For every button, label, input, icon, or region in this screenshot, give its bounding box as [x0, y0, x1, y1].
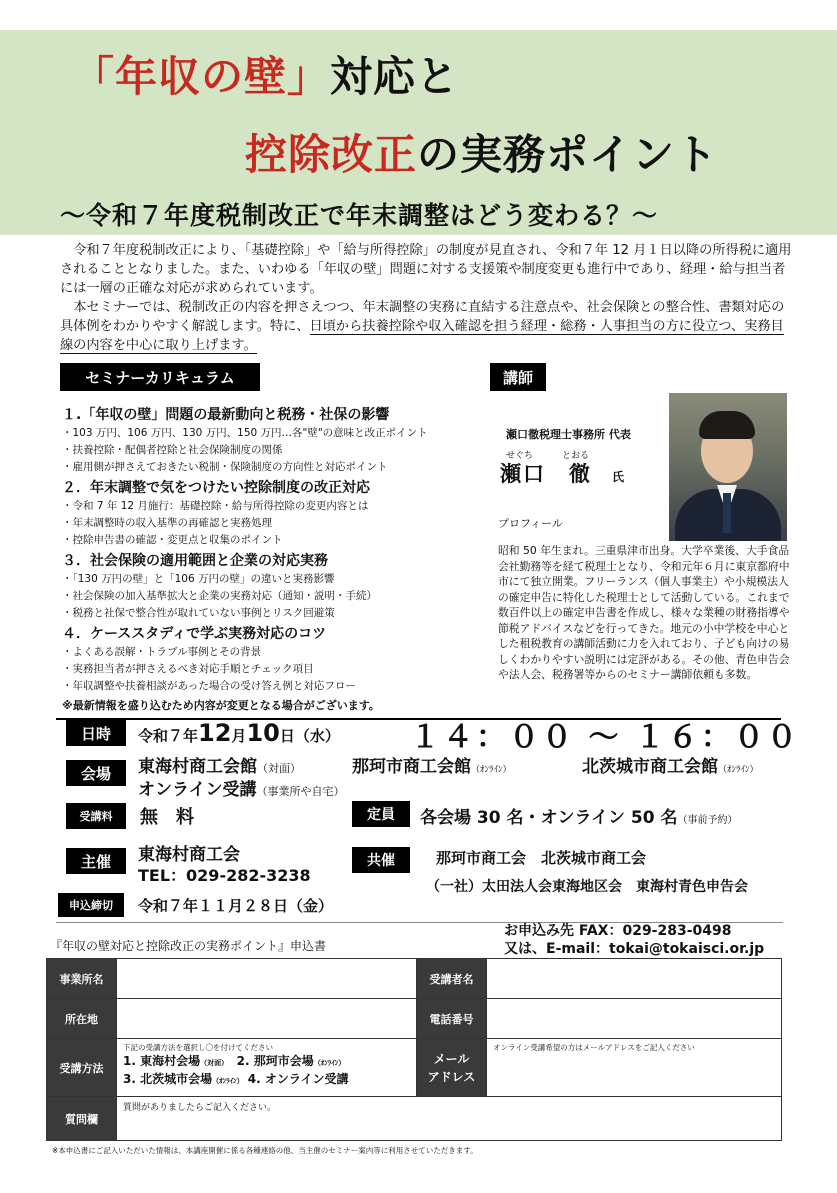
curriculum-item: ・ よくある誤解・トラブル事例とその背景 — [62, 644, 482, 661]
venue-3: 北茨城市商工会館（ｵﾝﾗｲﾝ） — [582, 757, 759, 777]
curriculum-item: ・ 実務担当者が押さえるべき対応手順とチェック項目 — [62, 661, 482, 678]
lecturer-firm: 瀬口徹税理士事務所 代表 — [506, 428, 631, 441]
office-field[interactable] — [117, 959, 417, 999]
curriculum-item: ・ 年末調整時の収入基準の再確認と実務処理 — [62, 515, 482, 532]
form-title: 『年収の壁対応と控除改正の実務ポイント』申込書 — [50, 939, 327, 953]
deadline-label: 申込締切 — [58, 893, 124, 917]
lecturer-ruby-given: とおる — [562, 451, 590, 461]
profile-label: プロフィール — [498, 517, 563, 530]
curriculum-note: ※最新情報を盛り込むため内容が変更となる場合がございます。 — [62, 699, 380, 712]
curriculum-item: ・ 令和 7 年 12 月施行：基礎控除・給与所得控除の変更内容とは — [62, 498, 482, 515]
title-line-2: 控除改正の実務ポイント — [245, 130, 719, 179]
address-label: 所在地 — [47, 999, 117, 1039]
event-date: 令和７年12月10日（水） — [138, 719, 340, 747]
host-label: 主催 — [66, 848, 126, 874]
profile-text: 昭和 50 年生まれ。三重県津市出身。大学卒業後、大手食品会社勤務等を経て税理士となり、令和元年６月に東京都府中市にて独立開業。フリーランス（個人事業主）や小規模法人の確定申告に特化した税理士として活動している。これまで数百件以上の確定申告書を作成し、様々な業種の財務指導や節税アドバイスなどを行ってきた。地元の小中学校を中心とした租税教育の講師活動に力を入れており、子ども向けの易しくわかりやすい説明には定評がある。その他、青色申告会や法人会、税務署等からのセミナー講師依頼も多数。 — [498, 544, 790, 681]
curriculum-item: ・ 「130 万円の壁」と「106 万円の壁」の違いと実務影響 — [62, 571, 482, 588]
curriculum-item: ・ 扶養控除・配偶者控除と社会保険制度の関係 — [62, 442, 482, 459]
curriculum-section-title: ３．社会保険の適用範囲と企業の対応実務 — [62, 553, 328, 569]
contact-info: お申込み先 FAX：029-283-0498 又は、E-mail：tokai@tokaisci.or.jp — [504, 923, 765, 957]
curriculum-item: ・ 年収調整や扶養相談があった場合の受け答え例と対応フロー — [62, 678, 482, 695]
cohost-label: 共催 — [352, 847, 410, 873]
lecturer-photo — [669, 393, 787, 541]
office-label: 事業所名 — [47, 959, 117, 999]
title-line-1: 「年収の壁」対応と — [72, 52, 460, 101]
lecturer-honorific: 氏 — [612, 470, 625, 484]
curriculum-item: ・ 税務と社保で整合性が取れていない事例とリスク回避策 — [62, 605, 482, 622]
host-tel: TEL：029-282-3238 — [138, 866, 311, 885]
method-field[interactable]: 下記の受講方法を選択し〇を付けてください 1. 東海村会場（対面） 2. 那珂市会場（ｵﾝﾗｲﾝ） 3. 北茨城市会場（ｵﾝﾗｲﾝ） 4. オンライン受講 — [117, 1039, 417, 1097]
capacity-label: 定員 — [352, 801, 410, 827]
capacity-value: 各会場 30 名・オンライン 50 名（事前予約） — [420, 808, 738, 828]
venue-4: オンライン受講（事業所や自宅） — [138, 780, 345, 800]
curriculum-item: ・ 雇用側が押さえておきたい税制・保険制度の方向性と対応ポイント — [62, 459, 482, 476]
intro-paragraph-2: 本セミナーでは、税制改正の内容を押さえつつ、年末調整の実務に直結する注意点や、社会保険との整合性、書類対応の具体例をわかりやすく解説します。特に、日頃から扶養控除や収入確認を担う経理・総務・人事担当の方に役立つ、実務目線の内容を中心に取り上げます。 — [60, 300, 785, 353]
method-label: 受講方法 — [47, 1039, 117, 1097]
phone-field[interactable] — [487, 999, 782, 1039]
mail-label: メール アドレス — [417, 1039, 487, 1097]
intro-paragraph-1: 令和７年度税制改正により、「基礎控除」や「給与所得控除」の制度が見直され、令和７年 12 月１日以降の所得税に適用されることとなりました。また、いわゆる「年収の壁」問題に対する支援策や制度変更も進行中であり、経理・給与担当者には一層の正確な対応が求められています。 — [60, 243, 792, 296]
phone-label: 電話番号 — [417, 999, 487, 1039]
curriculum-list — [62, 403, 482, 695]
event-time: １４：００ ～ １６：００ — [410, 720, 800, 755]
attendee-field[interactable] — [487, 959, 782, 999]
application-form — [46, 958, 782, 1141]
curriculum-item: ・ 控除申告書の確認・変更点と収集のポイント — [62, 532, 482, 549]
lecturer-name: 瀬口 徹 — [500, 462, 592, 486]
subtitle: ～令和７年度税制改正で年末調整はどう変わる？～ — [60, 201, 659, 230]
address-field[interactable] — [117, 999, 417, 1039]
curriculum-section-title: ４．ケーススタディで学ぶ実務対応のコツ — [62, 626, 327, 642]
question-label: 質問欄 — [47, 1097, 117, 1141]
curriculum-section-title: ２．年末調整で気をつけたい控除制度の改正対応 — [62, 480, 370, 496]
lecturer-ruby-family: せぐち — [506, 451, 534, 461]
curriculum-item: ・ 社会保険の加入基準拡大と企業の実務対応（通知・説明・手続） — [62, 588, 482, 605]
curriculum-item: ・ 103 万円、106 万円、130 万円、150 万円…各"壁"の意味と改正ポイント — [62, 425, 482, 442]
deadline-value: 令和７年１１月２８日（金） — [138, 897, 334, 915]
fee-label: 受講料 — [66, 803, 126, 829]
venue-2: 那珂市商工会館（ｵﾝﾗｲﾝ） — [352, 757, 512, 777]
method-options-row-2: 3. 北茨城市会場（ｵﾝﾗｲﾝ） 4. オンライン受講 — [123, 1072, 349, 1086]
cohost-line-1: 那珂市商工会 北茨城市商工会 — [436, 849, 647, 867]
curriculum-heading: セミナーカリキュラム — [60, 363, 260, 391]
footnote: ※本申込書にご記入いただいた情報は、本講座開催に係る各種連絡の他、当主催のセミナー案内等に利用させていただきます。 — [52, 1146, 478, 1155]
fee-value: 無 料 — [140, 807, 194, 828]
date-label: 日時 — [66, 720, 126, 746]
venue-label: 会場 — [66, 760, 126, 786]
question-field[interactable]: 質問がありましたらご記入ください。 — [117, 1097, 782, 1141]
lecturer-heading: 講師 — [490, 363, 546, 391]
attendee-label: 受講者名 — [417, 959, 487, 999]
mail-field[interactable]: オンライン受講希望の方はメールアドレスをご記入ください — [487, 1039, 782, 1097]
host-name: 東海村商工会 — [138, 845, 240, 865]
method-options-row-1: 1. 東海村会場（対面） 2. 那珂市会場（ｵﾝﾗｲﾝ） — [123, 1054, 346, 1068]
cohost-line-2: （一社）太田法人会東海地区会 東海村青色申告会 — [426, 879, 748, 895]
intro-text — [60, 241, 795, 355]
curriculum-section-title: １.「年収の壁」問題の最新動向と税務・社保の影響 — [62, 407, 390, 423]
venue-1: 東海村商工会館（対面） — [138, 757, 301, 777]
